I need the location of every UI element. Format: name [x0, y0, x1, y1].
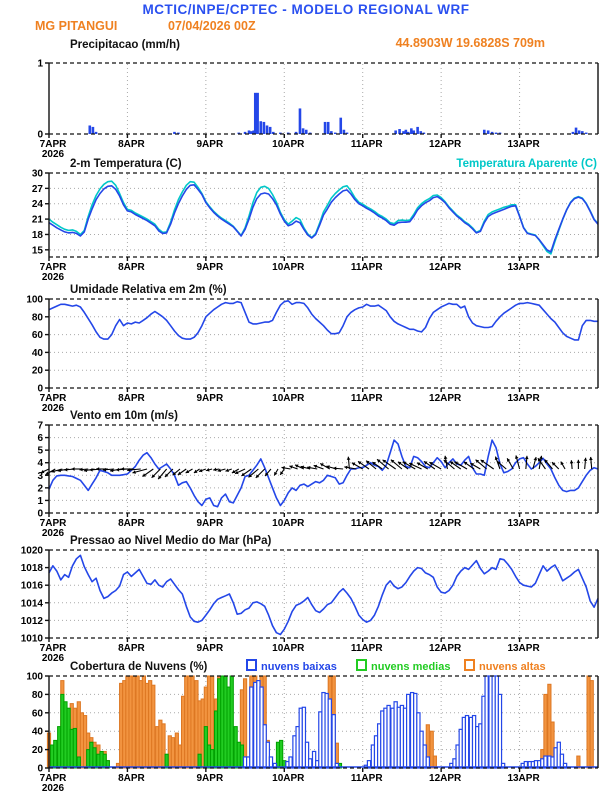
x-tick-label: 12APR — [429, 139, 462, 150]
legend-label-nuvens-medias: nuvens medias — [371, 661, 451, 673]
series-line-cyan — [49, 181, 598, 254]
precip-bar — [343, 130, 346, 134]
x-tick-label: 8APR — [118, 643, 145, 654]
panel-title-wind: Vento em 10m (m/s) — [70, 410, 179, 422]
x-tick-year-label: 2026 — [41, 783, 65, 792]
wind-barb-head — [96, 467, 99, 471]
wind-barb-head — [570, 460, 574, 463]
y-tick-label: 0 — [37, 508, 43, 520]
x-tick-label: 11APR — [350, 262, 383, 273]
cloud-bar-nuvens-medias — [198, 754, 201, 768]
precip-bar — [88, 125, 91, 134]
x-tick-label: 12APR — [429, 393, 462, 404]
x-tick-label: 9APR — [196, 518, 224, 529]
precip-bar — [256, 93, 259, 134]
run-datetime: 07/04/2026 00Z — [168, 19, 256, 33]
precip-bar — [405, 130, 408, 134]
precip-bar — [299, 108, 302, 134]
x-tick-label: 9APR — [196, 139, 224, 150]
cloud-bar-nuvens-medias — [93, 748, 96, 768]
x-tick-label: 10APR — [272, 518, 305, 529]
y-tick-label: 6 — [37, 433, 43, 445]
wind-barb-head — [89, 468, 92, 472]
panel-title-precipitation: Precipitacao (mm/h) — [70, 39, 180, 51]
y-tick-label: 1 — [37, 495, 43, 507]
x-tick-year-label: 2026 — [41, 149, 65, 160]
y-tick-label: 80 — [31, 689, 43, 701]
y-tick-label: 0 — [37, 129, 43, 141]
cloud-bar-nuvens-baixas — [544, 756, 547, 768]
y-tick-label: 18 — [31, 229, 43, 241]
cloud-bar-nuvens-baixas — [332, 715, 335, 768]
series-line-blue — [49, 440, 598, 507]
precip-bar — [263, 122, 266, 134]
y-tick-label: 80 — [31, 312, 43, 324]
precip-bar — [254, 93, 257, 134]
cloud-bar-nuvens-altas — [132, 676, 135, 768]
wind-barb-head — [577, 460, 581, 463]
wind-barb-head — [347, 457, 351, 460]
precip-bar — [92, 127, 95, 134]
legend-label-nuvens-altas: nuvens altas — [479, 661, 546, 673]
y-tick-label: 40 — [31, 726, 43, 738]
wind-barb-head — [525, 456, 529, 459]
cloud-bar-nuvens-altas — [433, 756, 436, 768]
precip-bar — [259, 121, 262, 134]
precip-bar — [487, 130, 490, 134]
y-tick-label: 60 — [31, 708, 43, 720]
panel-cloud-cover — [26, 672, 598, 792]
x-tick-label: 9APR — [196, 643, 224, 654]
x-tick-label: 9APR — [196, 262, 224, 273]
precip-bar — [572, 132, 575, 134]
page-title: MCTIC/INPE/CPTEC - MODELO REGIONAL WRF — [142, 2, 470, 17]
precip-bar — [327, 122, 330, 134]
cloud-legend — [247, 660, 546, 673]
y-tick-label: 1016 — [20, 580, 43, 592]
x-tick-label: 7APR — [39, 262, 67, 273]
y-tick-label: 20 — [31, 745, 43, 757]
cloud-bar-nuvens-medias — [73, 728, 76, 768]
y-tick-label: 1018 — [20, 563, 43, 575]
panel-wind — [37, 421, 598, 540]
x-tick-label: 12APR — [429, 773, 462, 784]
x-tick-label: 13APR — [507, 393, 540, 404]
x-tick-label: 7APR — [39, 139, 67, 150]
x-tick-label: 10APR — [272, 139, 305, 150]
wind-barb-head — [132, 470, 135, 474]
x-tick-year-label: 2026 — [41, 528, 65, 539]
cloud-bar-nuvens-baixas — [328, 699, 331, 768]
y-tick-label: 60 — [31, 330, 43, 342]
y-tick-label: 27 — [31, 183, 43, 195]
cloud-bar-nuvens-baixas — [407, 694, 410, 768]
series-line-blue — [49, 301, 598, 340]
x-tick-label: 11APR — [350, 773, 383, 784]
x-tick-label: 13APR — [507, 139, 540, 150]
cloud-bar-nuvens-medias — [165, 754, 168, 768]
precip-bar — [495, 133, 498, 134]
panel-title-cloud-cover: Cobertura de Nuvens (%) — [70, 661, 208, 673]
x-tick-label: 8APR — [118, 518, 145, 529]
cloud-bar-nuvens-baixas — [485, 676, 488, 768]
x-tick-label: 12APR — [429, 262, 462, 273]
panel-pressure — [21, 546, 598, 665]
x-tick-label: 7APR — [39, 518, 67, 529]
precip-bar — [324, 122, 327, 134]
cloud-bar-nuvens-medias — [211, 750, 214, 768]
y-tick-label: 1012 — [20, 615, 43, 627]
cloud-bar-nuvens-baixas — [465, 716, 468, 768]
y-tick-label: 15 — [31, 245, 43, 257]
panel-temperature — [32, 169, 598, 284]
x-tick-label: 8APR — [118, 773, 145, 784]
y-tick-label: 40 — [31, 347, 43, 359]
wind-barb-head — [333, 467, 336, 471]
cloud-bar-nuvens-altas — [191, 676, 194, 768]
x-tick-year-label: 2026 — [41, 403, 65, 414]
y-tick-label: 1 — [37, 58, 43, 70]
precip-bar — [302, 128, 305, 134]
x-tick-label: 9APR — [196, 393, 224, 404]
y-tick-label: 1020 — [20, 545, 43, 557]
panel-title-pressure: Pressao ao Nivel Medio do Mar (hPa) — [70, 535, 272, 547]
x-tick-label: 8APR — [118, 139, 145, 150]
y-tick-label: 21 — [31, 214, 43, 226]
y-tick-label: 4 — [37, 458, 43, 470]
station-name: MG PITANGUI — [35, 19, 118, 33]
y-tick-label: 100 — [26, 294, 43, 306]
wind-barb-head — [584, 458, 588, 461]
y-tick-label: 2 — [37, 483, 43, 495]
x-tick-label: 10APR — [272, 262, 305, 273]
precip-bar — [483, 130, 486, 134]
panel-title-temperature: 2-m Temperatura (C) — [70, 158, 182, 170]
y-tick-label: 1010 — [20, 633, 43, 645]
y-tick-label: 7 — [37, 420, 43, 432]
y-tick-label: 3 — [37, 470, 43, 482]
precip-bar — [575, 128, 578, 134]
legend-swatch-nuvens-altas-icon — [465, 660, 474, 670]
cloud-bar-nuvens-altas — [577, 756, 580, 768]
x-tick-label: 13APR — [507, 518, 540, 529]
precip-bar — [95, 132, 98, 134]
x-tick-label: 7APR — [39, 643, 67, 654]
x-tick-label: 13APR — [507, 773, 540, 784]
x-tick-label: 7APR — [39, 393, 67, 404]
wind-barb-head — [79, 468, 82, 472]
panel-precipitation — [37, 59, 598, 161]
wind-barb-head — [534, 457, 538, 460]
x-tick-label: 11APR — [350, 643, 383, 654]
wind-barb-head — [589, 457, 593, 460]
cloud-bar-nuvens-altas — [171, 738, 174, 768]
wind-barb-head — [116, 468, 119, 472]
legend-label-nuvens-baixas: nuvens baixas — [261, 661, 337, 673]
station-coordinates: 44.8903W 19.6828S 709m — [395, 36, 545, 50]
precip-bar — [305, 130, 308, 134]
wind-barb-head — [71, 467, 74, 471]
x-tick-label: 12APR — [429, 518, 462, 529]
precip-bar — [398, 129, 401, 134]
x-tick-label: 13APR — [507, 262, 540, 273]
wind-barb-head — [206, 468, 209, 472]
precip-bar — [578, 130, 581, 134]
precip-bar — [266, 125, 269, 134]
cloud-bar-nuvens-altas — [152, 685, 155, 768]
legend-swatch-nuvens-medias-icon — [357, 660, 366, 670]
series-line-blue — [49, 555, 598, 634]
wind-barb-head — [64, 468, 67, 472]
x-tick-label: 7APR — [39, 773, 67, 784]
precip-bar — [339, 118, 342, 134]
y-tick-label: 24 — [31, 199, 43, 211]
cloud-bar-nuvens-baixas — [498, 694, 501, 768]
y-tick-label: 100 — [26, 671, 43, 683]
precip-bar — [585, 133, 588, 134]
x-tick-year-label: 2026 — [41, 272, 65, 283]
x-tick-label: 10APR — [272, 643, 305, 654]
x-tick-label: 13APR — [507, 643, 540, 654]
x-tick-year-label: 2026 — [41, 653, 65, 664]
x-tick-label: 10APR — [272, 393, 305, 404]
cloud-bar-nuvens-baixas — [387, 705, 390, 768]
cloud-bar-nuvens-medias — [230, 676, 233, 768]
x-tick-label: 11APR — [350, 518, 383, 529]
panel-title-apparent-temperature: Temperatura Aparente (C) — [456, 158, 597, 170]
y-tick-label: 0 — [37, 383, 43, 395]
precip-bar — [410, 128, 413, 134]
y-tick-label: 30 — [31, 168, 43, 180]
x-tick-label: 12APR — [429, 643, 462, 654]
x-tick-label: 8APR — [118, 262, 145, 273]
y-tick-label: 20 — [31, 365, 43, 377]
legend-swatch-nuvens-baixas-icon — [247, 660, 256, 670]
cloud-bar-nuvens-medias — [54, 740, 57, 768]
y-tick-label: 1014 — [20, 598, 43, 610]
cloud-bar-nuvens-altas — [590, 681, 593, 768]
cloud-bar-nuvens-baixas — [250, 687, 253, 768]
wind-barb-head — [515, 455, 519, 458]
wind-barb-head — [121, 467, 124, 471]
y-tick-label: 0 — [37, 763, 43, 775]
x-tick-label: 9APR — [196, 773, 224, 784]
x-tick-label: 8APR — [118, 393, 145, 404]
x-tick-label: 10APR — [272, 773, 305, 784]
precip-bar — [269, 127, 272, 134]
y-tick-label: 5 — [37, 445, 43, 457]
series-line-blue — [49, 185, 598, 252]
panel-title-humidity: Umidade Relativa em 2m (%) — [70, 284, 227, 296]
precip-bar — [416, 127, 419, 134]
x-tick-label: 11APR — [350, 393, 383, 404]
x-tick-label: 11APR — [350, 139, 383, 150]
panel-humidity — [26, 295, 598, 415]
